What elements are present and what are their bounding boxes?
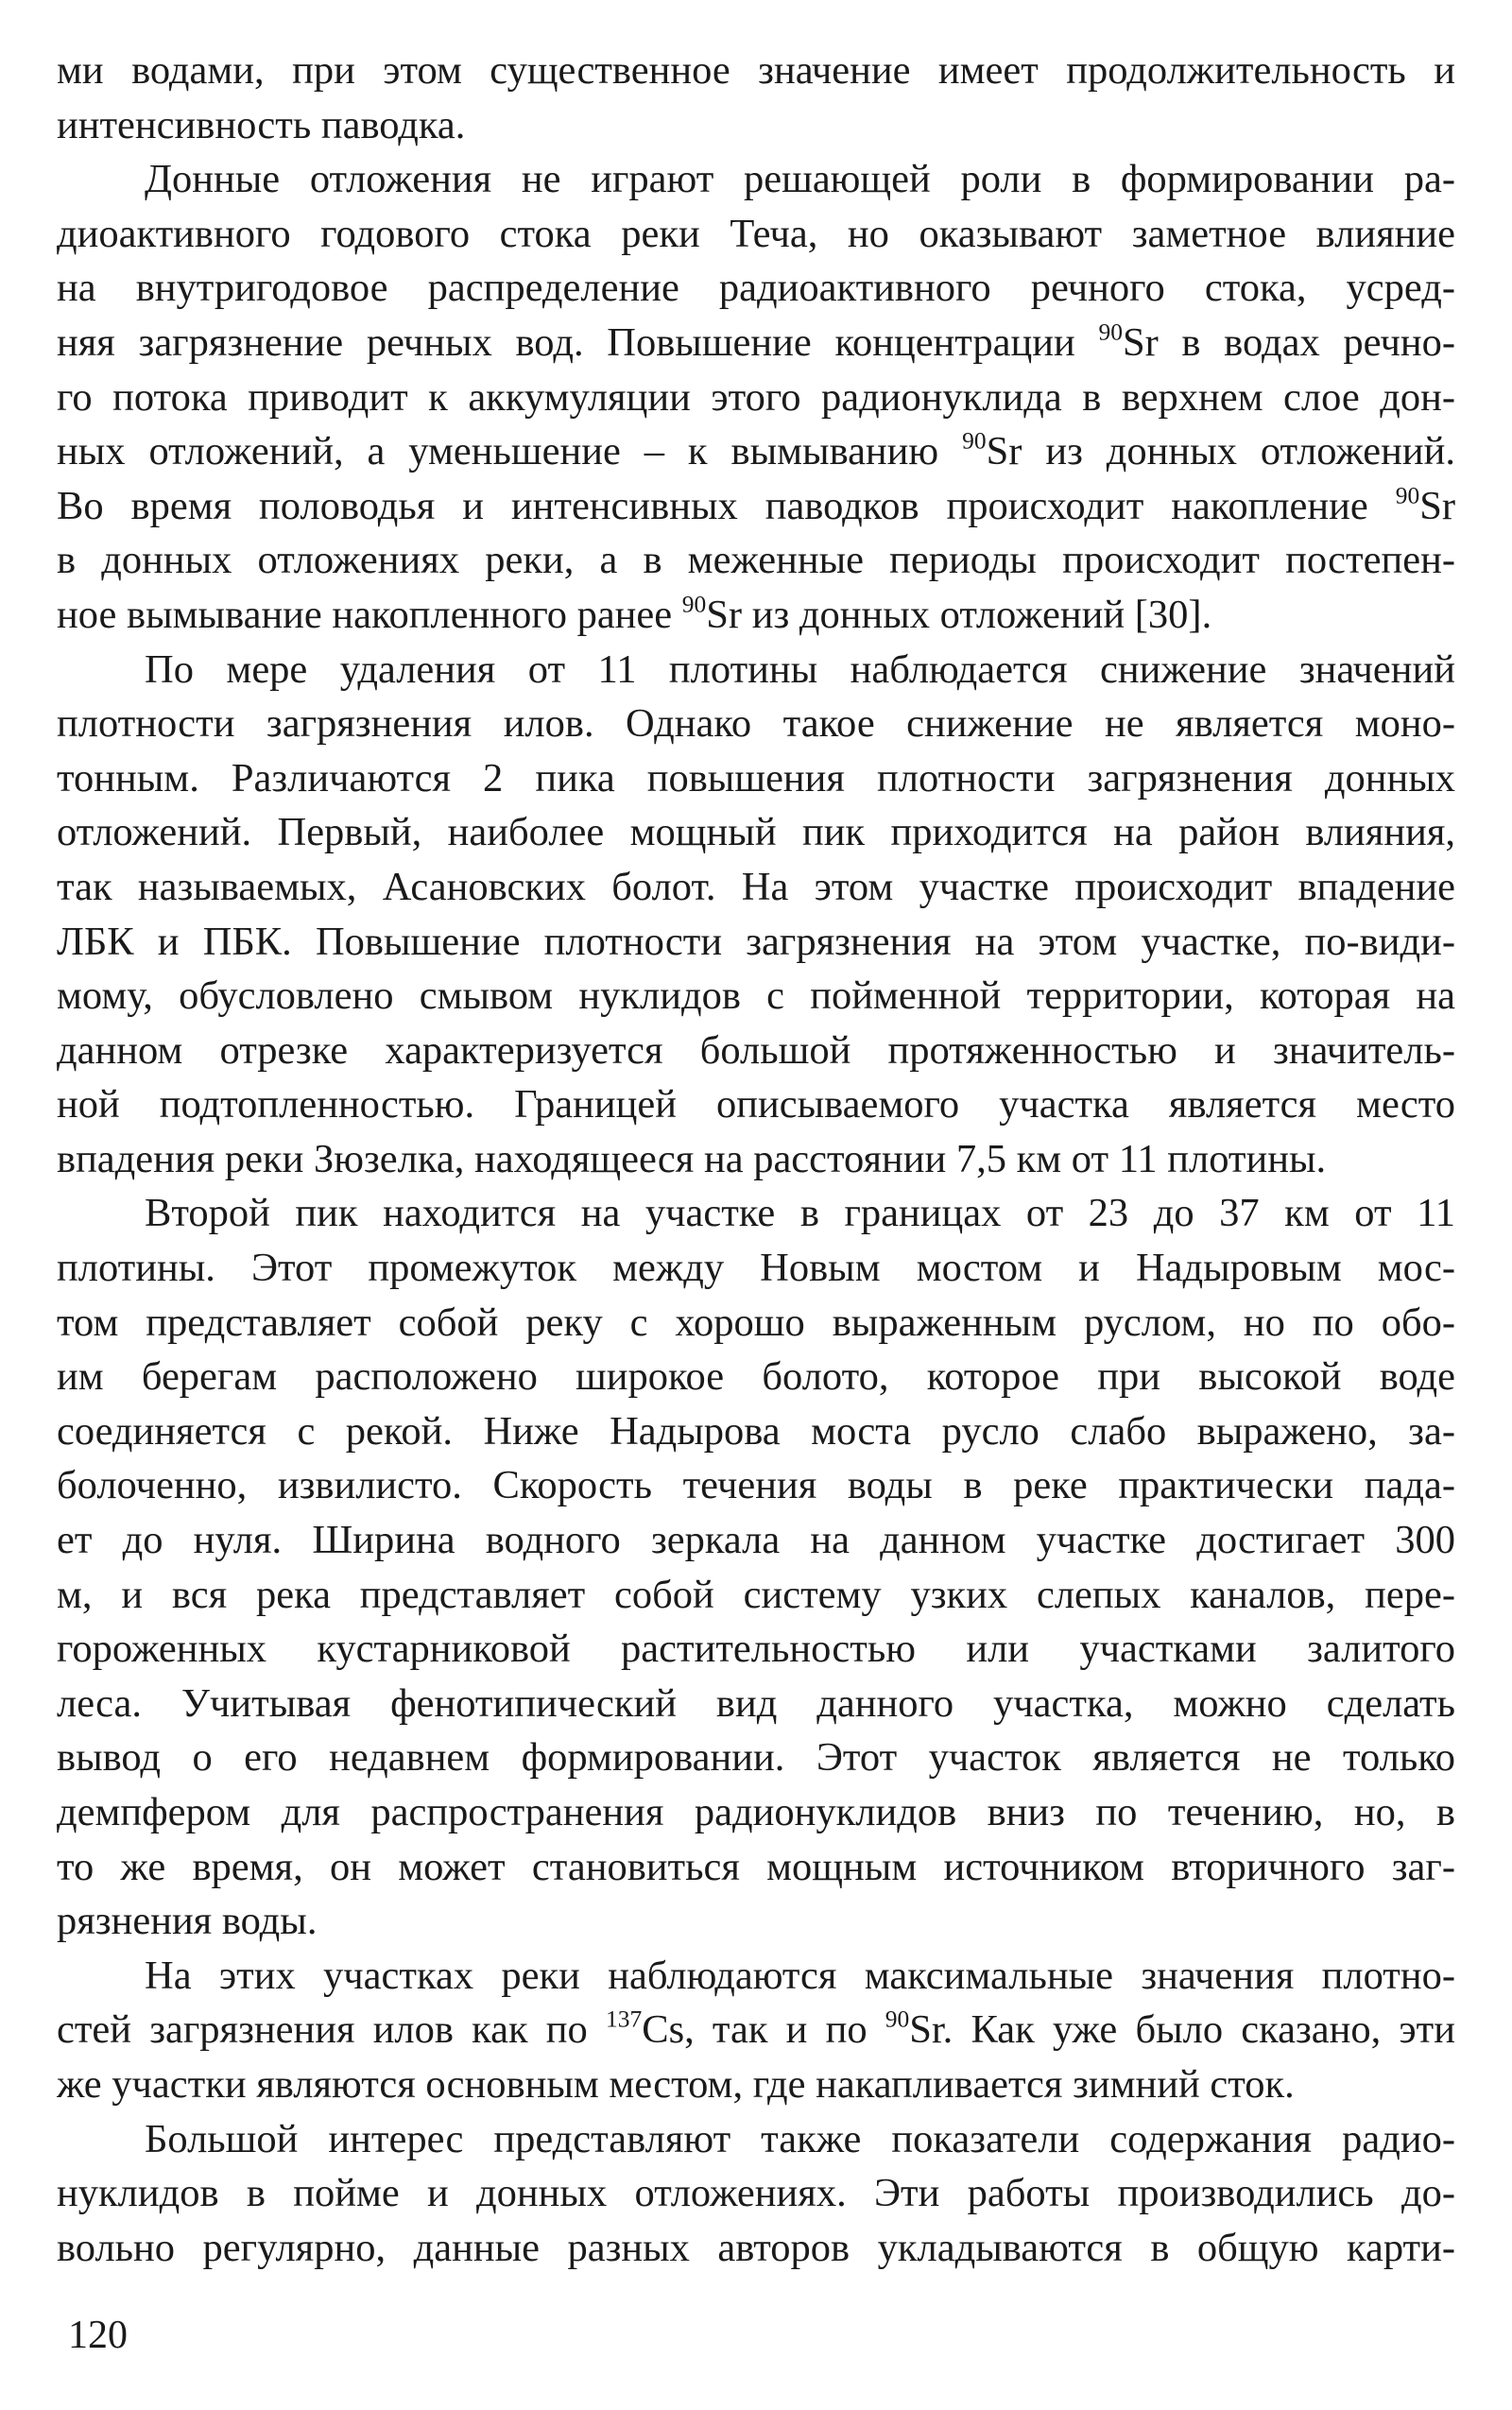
text-line — [57, 316, 1455, 370]
text-run: диоактивного годового стока реки Теча, но оказывают заметное влияние — [57, 211, 1455, 256]
text-line — [57, 2221, 1455, 2276]
isotope-superscript: 90 — [681, 590, 707, 618]
text-line — [57, 207, 1455, 262]
text-run: леса. Учитывая фенотипический вид данного участка, можно сделать — [57, 1680, 1455, 1726]
text-line — [57, 261, 1455, 316]
text-line — [57, 1949, 1455, 2004]
text-line — [57, 1894, 1455, 1949]
text-run: то же время, он может становиться мощным источником вторичного заг- — [57, 1844, 1455, 1889]
text-line — [57, 915, 1455, 970]
text-run: Sr из донных отложений [30]. — [706, 592, 1212, 637]
text-line — [57, 751, 1455, 806]
text-line — [57, 805, 1455, 860]
text-line — [57, 1024, 1455, 1078]
text-line — [57, 43, 1455, 98]
text-line — [57, 2166, 1455, 2221]
text-run: м, и вся река представляет собой систему узких слепых каналов, пере- — [57, 1572, 1455, 1617]
text-run: Sr в водах речно- — [1122, 319, 1455, 365]
body-text — [57, 43, 1455, 2275]
text-run: плотности загрязнения илов. Однако такое снижение не является моно- — [57, 701, 1455, 747]
text-line — [57, 1350, 1455, 1404]
text-line — [57, 152, 1455, 207]
text-run: же участки являются основным местом, где накапливается зимний сток. — [57, 2061, 1295, 2107]
text-run: вывод о его недавнем формировании. Этот участок является не только — [57, 1735, 1455, 1781]
text-run: Во время половодья и интенсивных паводков происходит накопление — [57, 483, 1396, 528]
text-line — [57, 424, 1455, 479]
text-run: ное вымывание накопленного ранее — [57, 592, 682, 637]
text-line — [57, 370, 1455, 425]
text-line — [57, 588, 1455, 643]
text-run: вольно регулярно, данные разных авторов укладываются в общую карти- — [57, 2225, 1455, 2270]
isotope-superscript: 90 — [885, 2005, 910, 2033]
text-line — [57, 1132, 1455, 1187]
text-run: рязнения воды. — [57, 1899, 318, 1944]
text-line — [57, 860, 1455, 915]
text-run: го потока приводит к аккумуляции этого радионуклида в верхнем слое дон- — [57, 374, 1455, 420]
text-run: Большой интерес представляют также показатели содержания радио- — [145, 2116, 1455, 2161]
text-run: Донные отложения не играют решающей роли в формировании ра- — [145, 157, 1455, 202]
text-line — [57, 1785, 1455, 1840]
text-run: Sr — [1419, 483, 1455, 528]
text-line — [57, 1404, 1455, 1459]
text-line — [57, 1840, 1455, 1895]
text-line — [57, 1296, 1455, 1351]
text-run: мому, обусловлено смывом нуклидов с пойменной территории, которая на — [57, 973, 1455, 1019]
text-run: соединяется с рекой. Ниже Надырова моста русло слабо выражено, за- — [57, 1408, 1455, 1454]
text-run: интенсивность паводка. — [57, 102, 466, 147]
text-line — [57, 98, 1455, 153]
text-line — [57, 533, 1455, 588]
text-run: на внутригодовое распределение радиоактивного речного стока, усред- — [57, 266, 1455, 311]
text-line — [57, 1458, 1455, 1513]
isotope-superscript: 137 — [605, 2005, 643, 2033]
page-number: 120 — [68, 2314, 128, 2357]
text-run: Sr из донных отложений. — [986, 429, 1455, 474]
text-run: ет до нуля. Ширина водного зеркала на данном участке достигает 300 — [57, 1518, 1455, 1563]
text-line — [57, 969, 1455, 1024]
text-run: отложений. Первый, наиболее мощный пик приходится на район влияния, — [57, 810, 1455, 855]
text-line — [57, 697, 1455, 751]
isotope-superscript: 90 — [1098, 318, 1123, 346]
isotope-superscript: 90 — [1395, 481, 1420, 509]
text-run: гороженных кустарниковой растительностью или участками залитого — [57, 1627, 1455, 1672]
text-run: демпфером для распространения радионуклидов вниз по течению, но, в — [57, 1790, 1455, 1834]
text-line — [57, 643, 1455, 697]
text-run: том представляет собой реку с хорошо выраженным руслом, но по обо- — [57, 1300, 1455, 1345]
text-run: болоченно, извилисто. Скорость течения воды в реке практически пада- — [57, 1463, 1455, 1508]
text-run: данном отрезке характеризуется большой протяженностью и значитель- — [57, 1027, 1455, 1073]
text-run: ЛБК и ПБК. Повышение плотности загрязнения на этом участке, по-види- — [57, 919, 1455, 964]
text-run: плотины. Этот промежуток между Новым мостом и Надыровым мос- — [57, 1246, 1455, 1291]
text-run: На этих участках реки наблюдаются максимальные значения плотно- — [145, 1953, 1455, 1998]
text-run: впадения реки Зюзелка, находящееся на расстоянии 7,5 км от 11 плотины. — [57, 1136, 1327, 1181]
text-run: им берегам расположено широкое болото, которое при высокой воде — [57, 1354, 1455, 1400]
text-run: так называемых, Асановских болот. На этом участке происходит впадение — [57, 864, 1455, 909]
text-run: в донных отложениях реки, а в меженные периоды происходит постепен- — [57, 538, 1455, 583]
text-line — [57, 1186, 1455, 1241]
text-line — [57, 1077, 1455, 1132]
text-run: няя загрязнение речных вод. Повышение концентрации — [57, 319, 1099, 365]
text-run: ных отложений, а уменьшение – к вымыванию — [57, 429, 963, 474]
text-line — [57, 1513, 1455, 1568]
text-run: тонным. Различаются 2 пика повышения плотности загрязнения донных — [57, 755, 1455, 800]
text-line — [57, 1677, 1455, 1731]
text-run: Второй пик находится на участке в границах от 23 до 37 км от 11 — [145, 1191, 1455, 1236]
text-run: По мере удаления от 11 плотины наблюдается снижение значений — [145, 646, 1455, 692]
text-run: Cs, так и по — [642, 2007, 885, 2053]
text-line — [57, 1241, 1455, 1296]
text-line — [57, 479, 1455, 534]
text-line — [57, 1622, 1455, 1677]
text-line — [57, 2112, 1455, 2167]
text-run: нуклидов в пойме и донных отложениях. Эти работы производились до- — [57, 2171, 1455, 2216]
text-run: ной подтопленностью. Границей описываемого участка является место — [57, 1082, 1455, 1128]
text-line — [57, 2003, 1455, 2057]
text-line — [57, 1730, 1455, 1785]
text-run: ми водами, при этом существенное значение имеет продолжительность и — [57, 48, 1455, 93]
text-line — [57, 2057, 1455, 2112]
text-line — [57, 1568, 1455, 1623]
isotope-superscript: 90 — [962, 426, 987, 455]
text-run: стей загрязнения илов как по — [57, 2007, 606, 2053]
text-run: Sr. Как уже было сказано, эти — [909, 2007, 1455, 2053]
